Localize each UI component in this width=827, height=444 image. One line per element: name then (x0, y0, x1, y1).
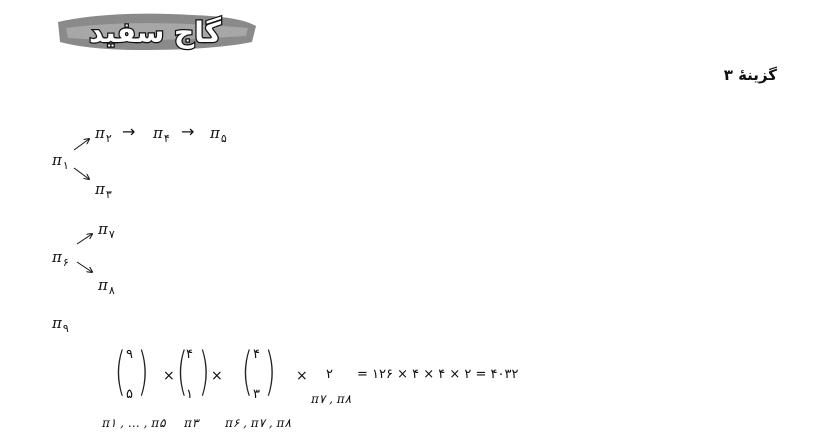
binom3-left-paren: ( (241, 342, 253, 402)
arrow-p6-p8 (77, 262, 92, 272)
binom1-bottom: ۵ (126, 387, 133, 402)
label-binom2: π۳ (184, 416, 199, 430)
binom2-left-paren: ( (176, 342, 188, 402)
arrow-p1-p2 (74, 139, 89, 150)
binom3-top: ۴ (253, 347, 260, 362)
arrow-p2-p4: → (122, 122, 136, 141)
node-pi3: $\pi_۳$ (95, 180, 112, 201)
node-pi7: $\pi_۷$ (98, 220, 115, 241)
binom1-top: ۹ (126, 347, 133, 362)
binom1-right-paren: ) (137, 342, 149, 402)
node-pi2: $\pi_۲$ (95, 124, 112, 145)
times-1: × (163, 368, 175, 384)
node-pi5: $\pi_۵$ (210, 124, 227, 145)
binom2-bottom: ۱ (186, 387, 193, 402)
label-binom1: π۱ , … , π۵ (102, 416, 166, 430)
factor-two: ۲ (326, 367, 333, 382)
binom3-bottom: ۳ (253, 387, 260, 402)
node-pi8: $\pi_۸$ (98, 276, 115, 297)
times-3: × (296, 368, 308, 384)
arrow-p1-p3 (74, 168, 89, 179)
node-pi4: $\pi_۴$ (153, 124, 170, 145)
arrow-p4-p5: → (181, 122, 195, 141)
node-pi1: $\pi_۱$ (52, 151, 69, 172)
times-2: × (211, 368, 223, 384)
node-pi9: $\pi_۹$ (52, 314, 69, 335)
answer-label: گزینهٔ ۳ (723, 66, 777, 84)
binom2-right-paren: ) (198, 342, 210, 402)
label-factor: π۷ , π۸ (311, 392, 352, 406)
arrow-p6-p7 (77, 234, 92, 244)
label-binom3: π۶ , π۷ , π۸ (225, 416, 291, 430)
binom1-left-paren: ( (114, 342, 126, 402)
node-pi6: $\pi_۶$ (52, 248, 69, 269)
logo-text: گاج سفید (88, 16, 222, 49)
formula-result: = ۱۲۶ × ۴ × ۴ × ۲ = ۴۰۳۲ (357, 367, 519, 382)
binom2-top: ۴ (186, 347, 193, 362)
binom3-right-paren: ) (264, 342, 276, 402)
